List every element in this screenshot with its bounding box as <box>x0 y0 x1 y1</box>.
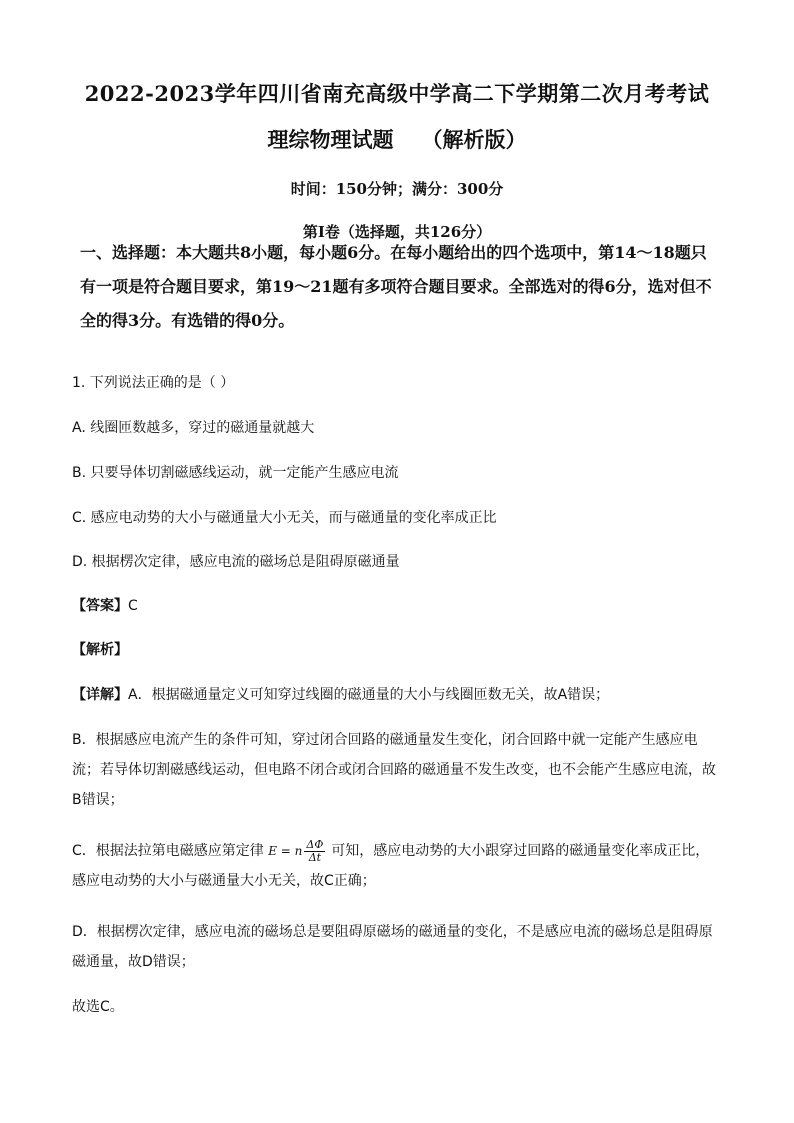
formula-lhs: E = n <box>268 844 303 858</box>
explanation-d: D．根据楞次定律，感应电流的磁场总是要阻碍原磁场的磁通量的变化，不是感应电流的磁场总是阻碍原磁通量，故D错误； <box>72 924 713 970</box>
document-title: 2022-2023学年四川省南充高级中学高二下学期第二次月考考试 <box>84 81 710 106</box>
formula-fraction <box>304 839 325 864</box>
option-a: A. 线圈匝数越多，穿过的磁通量就越大 <box>72 420 315 436</box>
faraday-formula <box>268 838 331 864</box>
volume-heading: 第Ⅰ卷（选择题，共126分） <box>302 223 492 241</box>
option-b: B. 只要导体切割磁感线运动，就一定能产生感应电流 <box>72 465 399 481</box>
explanation-c-before: C．根据法拉第电磁感应第定律 <box>72 843 264 859</box>
answer-line <box>72 596 722 616</box>
explanation-a <box>72 685 722 705</box>
document-subtitle <box>0 124 794 154</box>
explanation-b: B．根据感应电流产生的条件可知，穿过闭合回路的磁通量发生变化，闭合回路中就一定能产生感应电流；若导体切割磁感线运动，但电路不闭合或闭合回路的磁通量不发生改变，也不会能产生感应电流，故B错误； <box>72 732 716 808</box>
answer-tag: 【答案】 <box>72 598 128 614</box>
option-c: C. 感应电动势的大小与磁通量大小无关，而与磁通量的变化率成正比 <box>72 510 497 526</box>
analysis-tag <box>72 640 722 660</box>
subtitle-main: 理综物理试题 <box>267 127 394 152</box>
option-d: D. 根据楞次定律，感应电流的磁场总是阻碍原磁通量 <box>72 554 400 570</box>
explanation-a-text: A．根据磁通量定义可知穿过线圈的磁通量的大小与线圈匝数无关，故A错误； <box>128 687 610 703</box>
explanation-c <box>72 836 722 896</box>
explanation-c-after: 可知，感应电动势的大小跟穿过回路的磁通量变化率成正比，感应电动势的大小与磁通量大小无关，故C正确； <box>72 843 710 889</box>
analysis-label: 【解析】 <box>72 642 128 658</box>
conclusion: 故选C。 <box>72 999 124 1015</box>
exam-time-info: 时间：150分钟；满分：300分 <box>290 180 504 198</box>
detail-tag: 【详解】 <box>72 687 128 703</box>
formula-numerator: ΔΦ <box>306 838 324 851</box>
section-instructions: 一、选择题：本大题共8小题，每小题6分。在每小题给出的四个选项中，第14～18题只有一项是符合题目要求，第19～21题有多项符合题目要求。全部选对的得6分，选对但不全的得3分。有选错的得0分。 <box>80 243 712 330</box>
question-stem: 1. 下列说法正确的是（ ） <box>72 375 235 391</box>
formula-denominator: Δt <box>308 851 322 864</box>
subtitle-suffix: （解析版） <box>421 127 527 152</box>
answer-value: C <box>128 598 138 614</box>
